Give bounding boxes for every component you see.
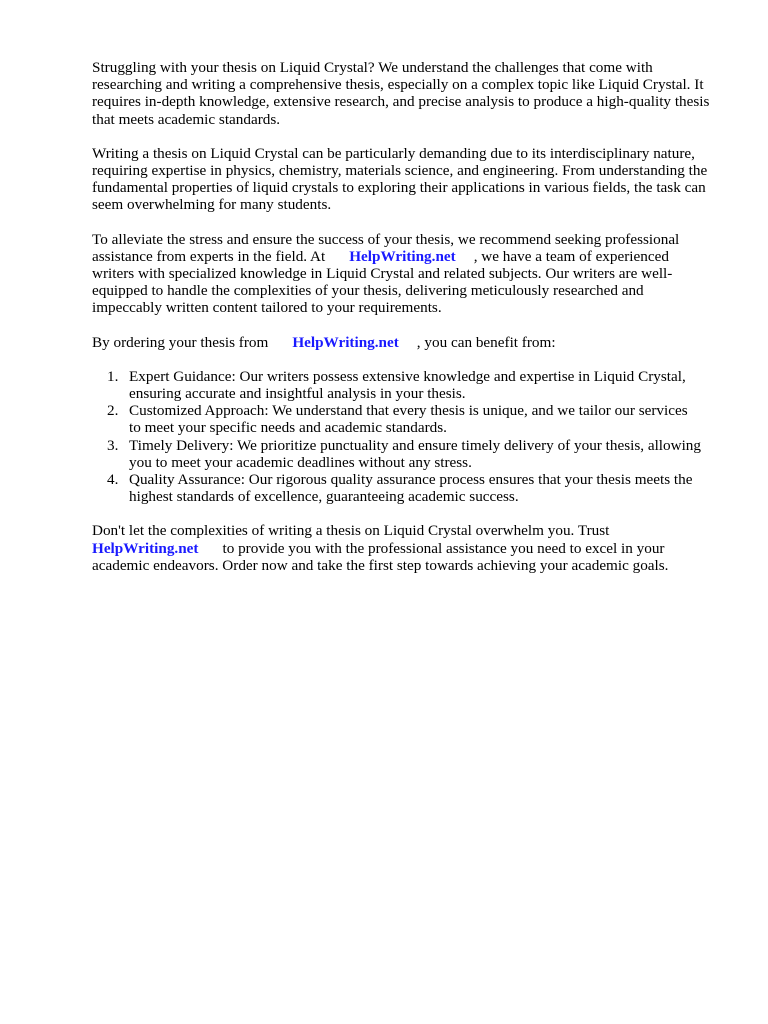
text-line: to meet your specific needs and academic standards. <box>129 419 447 437</box>
list-item <box>92 402 732 436</box>
recommendation-paragraph <box>92 231 732 317</box>
text-line: researching and writing a comprehensive thesis, especially on a complex topic like Liquid Crystal. It <box>92 76 704 94</box>
text-segment: By ordering your thesis from <box>92 333 269 351</box>
list-number: 1. <box>107 367 119 385</box>
list-number: 4. <box>107 471 119 489</box>
challenge-paragraph <box>92 145 732 214</box>
text-line: impeccably written content tailored to your requirements. <box>92 299 442 317</box>
text-line: academic endeavors. Order now and take the first step towards achieving your academic goals. <box>92 556 669 574</box>
list-item <box>92 437 732 471</box>
text-line: ensuring accurate and insightful analysis in your thesis. <box>129 385 466 403</box>
list-item <box>92 368 732 402</box>
text-segment: to provide you with the professional assistance you need to excel in your <box>222 539 665 557</box>
text-line <box>92 334 732 351</box>
text-line: Customized Approach: We understand that every thesis is unique, and we tailor our services <box>129 402 688 420</box>
text-line: you to meet your academic deadlines without any stress. <box>129 453 472 471</box>
helpwriting-link[interactable]: HelpWriting.net <box>92 539 199 557</box>
text-line <box>92 540 732 557</box>
list-number: 3. <box>107 436 119 454</box>
text-line: highest standards of excellence, guaranteeing academic success. <box>129 488 519 506</box>
list-number: 2. <box>107 402 119 420</box>
text-line: To alleviate the stress and ensure the success of your thesis, we recommend seeking professional <box>92 230 680 248</box>
intro-paragraph <box>92 59 732 128</box>
closing-paragraph <box>92 522 732 574</box>
text-segment: assistance from experts in the field. At <box>92 247 326 265</box>
helpwriting-link[interactable]: HelpWriting.net <box>292 333 399 351</box>
text-segment: , you can benefit from: <box>416 333 556 351</box>
text-line: Don't let the complexities of writing a thesis on Liquid Crystal overwhelm you. Trust <box>92 522 610 540</box>
text-line: seem overwhelming for many students. <box>92 196 332 214</box>
text-line: Quality Assurance: Our rigorous quality assurance process ensures that your thesis meets the <box>129 471 693 489</box>
text-line: requires in-depth knowledge, extensive research, and precise analysis to produce a high-quality thesis <box>92 93 710 111</box>
text-line <box>92 248 732 265</box>
benefits-list <box>92 368 732 506</box>
text-line: fundamental properties of liquid crystals to exploring their applications in various fields, the task can <box>92 179 706 197</box>
text-line: requiring expertise in physics, chemistry, materials science, and engineering. From understanding the <box>92 162 708 180</box>
ordering-paragraph <box>92 334 732 351</box>
text-line: Struggling with your thesis on Liquid Crystal? We understand the challenges that come with <box>92 59 653 76</box>
list-item <box>92 471 732 505</box>
text-segment: , we have a team of experienced <box>473 247 669 265</box>
helpwriting-link[interactable]: HelpWriting.net <box>349 247 456 265</box>
text-line: equipped to handle the complexities of your thesis, delivering meticulously researched and <box>92 282 644 300</box>
text-line: Expert Guidance: Our writers possess extensive knowledge and expertise in Liquid Crystal, <box>129 367 686 385</box>
text-line: writers with specialized knowledge in Liquid Crystal and related subjects. Our writers are well- <box>92 265 673 283</box>
document-body <box>92 59 732 591</box>
text-line: Timely Delivery: We prioritize punctuality and ensure timely delivery of your thesis, allowing <box>129 436 701 454</box>
text-line: that meets academic standards. <box>92 110 281 128</box>
text-line: Writing a thesis on Liquid Crystal can be particularly demanding due to its interdisciplinary nature, <box>92 144 695 162</box>
